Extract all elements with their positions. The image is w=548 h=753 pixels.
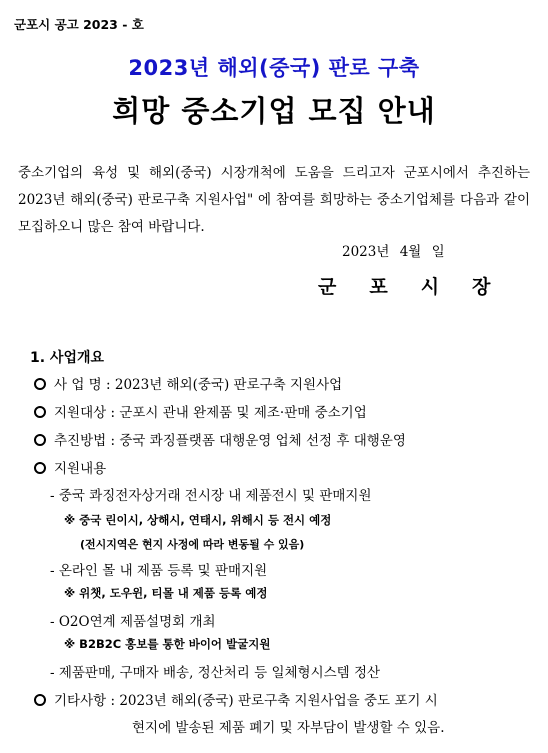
item-text: 2023년 해외(중국) 판로구축 지원사업을 중도 포기 시 <box>119 693 438 709</box>
item-project-name: 사 업 명 : 2023년 해외(중국) 판로구축 지원사업 <box>34 373 342 393</box>
item-label: 기타사항 <box>54 693 107 709</box>
circle-bullet-icon <box>34 434 46 446</box>
support-detail-3: - O2O연계 제품설명회 개최 <box>50 614 216 630</box>
item-support <box>34 457 106 477</box>
circle-bullet-icon <box>34 694 46 706</box>
circle-bullet-icon <box>34 378 46 390</box>
item-label: 사 업 명 <box>54 377 102 393</box>
item-label: 지원대상 <box>54 405 107 421</box>
item-text: 중국 콰징플랫폼 대행운영 업체 선정 후 대행운영 <box>119 433 406 449</box>
title-line-1: 2023년 해외(중국) 판로 구축 <box>128 56 420 80</box>
support-detail-4: - 제품판매, 구매자 배송, 정산처리 등 일체형시스템 정산 <box>50 665 381 681</box>
item-text: 2023년 해외(중국) 판로구축 지원사업 <box>114 377 343 393</box>
item-method: 추진방법 : 중국 콰징플랫폼 대행운영 업체 선정 후 대행운영 <box>34 429 406 449</box>
circle-bullet-icon <box>34 462 46 474</box>
announcement-date: 2023년 4월 일 <box>342 244 445 260</box>
signer: 군포시장 <box>318 276 524 298</box>
support-note-1: ※ 중국 린이시, 상해시, 연태시, 위해시 등 전시 예정 <box>64 513 332 527</box>
support-note-1-sub: (전시지역은 현지 사정에 따라 변동될 수 있음) <box>80 538 305 551</box>
item-other-continued: 현지에 발송된 제품 폐기 및 자부담이 발생할 수 있음. <box>132 720 445 736</box>
item-target: 지원대상 : 군포시 관내 완제품 및 제조·판매 중소기업 <box>34 401 367 421</box>
support-note-3: ※ B2B2C 홍보를 통한 바이어 발굴지원 <box>64 637 271 651</box>
support-detail-1: - 중국 콰징전자상거래 전시장 내 제품전시 및 판매지원 <box>50 488 372 504</box>
support-note-2: ※ 위챗, 도우윈, 티몰 내 제품 등록 예정 <box>64 586 268 600</box>
title-line-2: 희망 중소기업 모집 안내 <box>112 94 436 128</box>
item-label: 추진방법 <box>54 433 107 449</box>
section-heading: 1. 사업개요 <box>30 350 105 366</box>
circle-bullet-icon <box>34 406 46 418</box>
item-label: 지원내용 <box>54 461 107 477</box>
support-detail-2: - 온라인 몰 내 제품 등록 및 판매지원 <box>50 563 268 579</box>
notice-number: 군포시 공고 2023 - 호 <box>14 17 144 32</box>
item-other: 기타사항 : 2023년 해외(중국) 판로구축 지원사업을 중도 포기 시 <box>34 689 438 709</box>
intro-paragraph: 중소기업의 육성 및 해외(중국) 시장개척에 도움을 드리고자 군포시에서 추진하는 2023년 해외(중국) 판로구축 지원사업" 에 참여를 희망하는 중소기업체를 다음과 같이 모집하오니 많은 참여 바랍니다. <box>18 165 530 235</box>
item-text: 군포시 관내 완제품 및 제조·판매 중소기업 <box>119 405 367 421</box>
